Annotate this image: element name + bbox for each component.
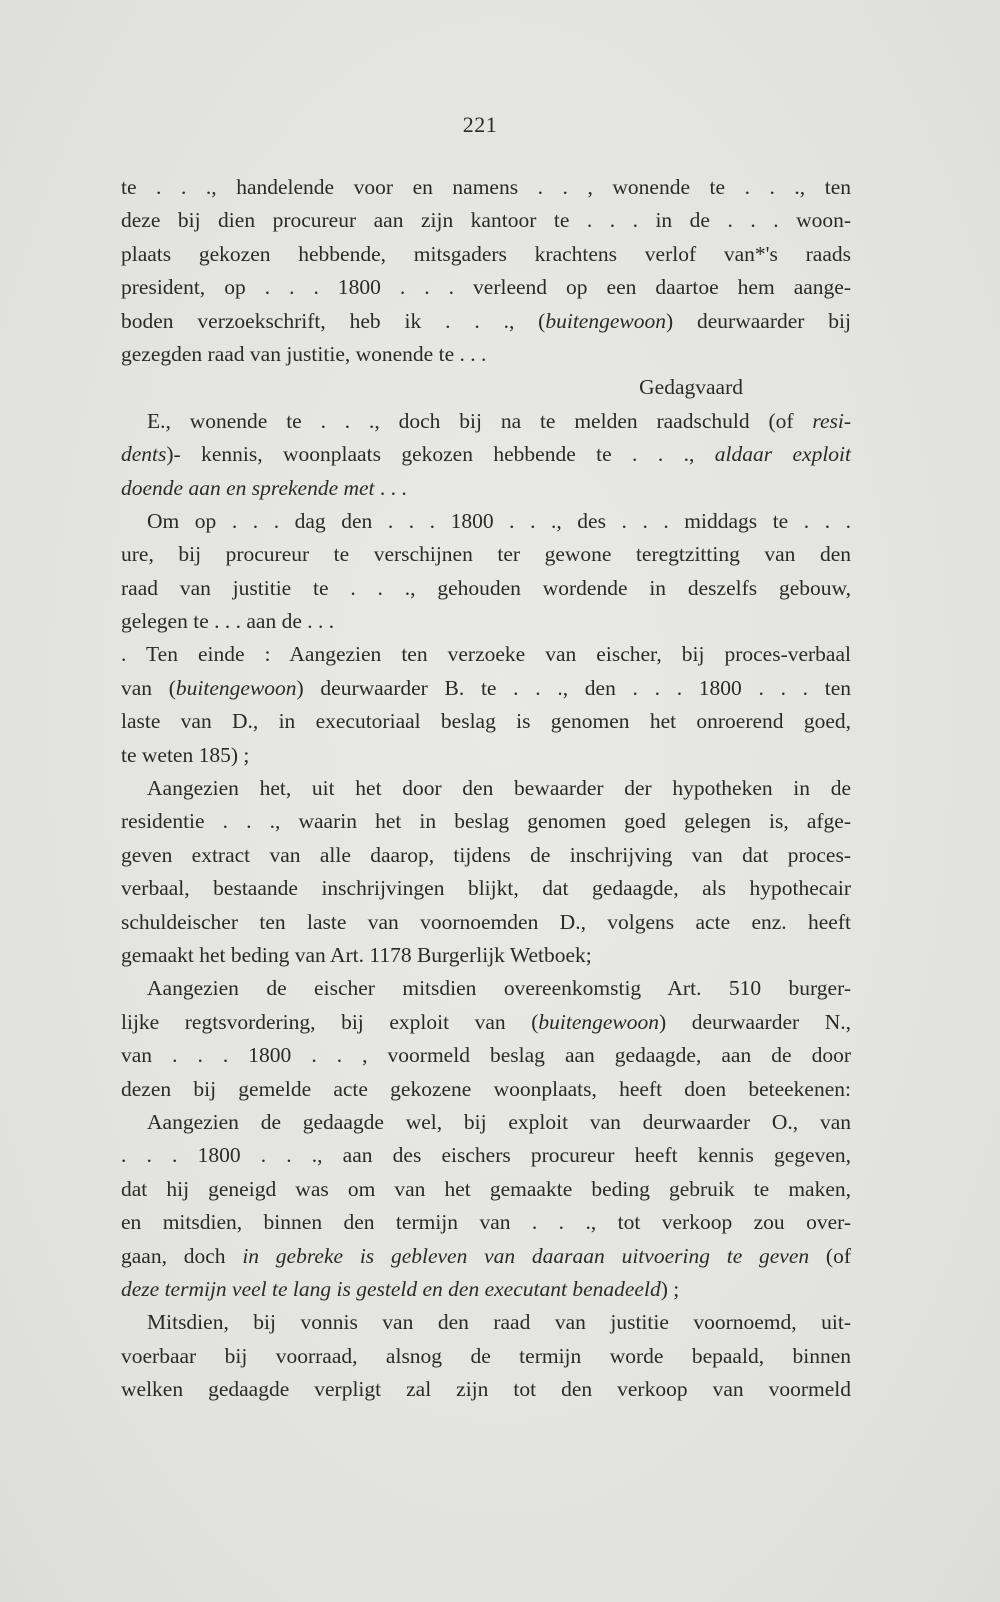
text-line: . Ten einde : Aangezien ten verzoeke van eischer, bij proces-verbaal [121,642,851,667]
italic-run: doende aan en sprekende met [121,475,375,500]
text-line: dat hij geneigd was om van het gemaakte beding gebruik te maken, [121,1176,851,1201]
text-line [121,672,851,705]
text-line [121,438,851,471]
text-run: gaan, doch [121,1243,243,1268]
text-line: te weten 185) ; [121,742,250,767]
text-line: deze bij dien procureur aan zijn kantoor te . . . in de . . . woon- [121,208,851,233]
page-number: 221 [462,112,498,137]
italic-run: buitengewoon [545,308,666,333]
text-line [121,405,851,438]
text-run: (of [809,1243,852,1268]
text-line: te . . ., handelende voor en namens . . , wonende te . . ., ten [121,175,851,199]
text-line: gelegen te . . . aan de . . . [121,609,335,634]
text-line: verbaal, bestaande inschrijvingen blijkt, dat gedaagde, als hypothecair [121,876,851,901]
text-line: gemaakt het beding van Art. 1178 Burgerlijk Wetboek; [121,942,592,967]
text-line: welken gedaagde verpligt zal zijn tot den verkoop van voormeld [121,1377,851,1402]
italic-run: resi- [812,408,851,433]
text-run: van ( [121,675,176,700]
text-line: van . . . 1800 . . , voormeld beslag aan gedaagde, aan de door [121,1043,851,1068]
text-run: E., wonende te . . ., doch bij na te melden raadschuld (of [147,408,813,433]
text-line: Mitsdien, bij vonnis van den raad van justitie voornoemd, uit- [147,1310,851,1335]
text-line [121,1240,851,1273]
text-line: schuldeischer ten laste van voornoemden D., volgens acte enz. heeft [121,909,851,934]
body-text [121,171,851,1406]
text-line: residentie . . ., waarin het in beslag genomen goed gelegen is, afge- [121,809,851,834]
text-line: ure, bij procureur te verschijnen ter gewone teregtzitting van den [121,542,851,567]
italic-run: buitengewoon [175,675,297,700]
text-line: laste van D., in executoriaal beslag is genomen het onroerend goed, [121,709,851,734]
text-run: . . . [374,475,407,500]
text-run: boden verzoekschrift, heb ik . . ., ( [121,308,546,333]
text-line: en mitsdien, binnen den termijn van . . ., tot verkoop zou over- [121,1210,851,1235]
text-line: president, op . . . 1800 . . . verleend op een daartoe hem aange- [121,275,851,300]
text-line: Om op . . . dag den . . . 1800 . . ., des . . . middags te . . . [147,508,851,533]
italic-run: deze termijn veel te lang is gesteld en den executant benadeeld [121,1276,661,1301]
italic-run: dents [121,442,167,467]
text-line [121,1273,851,1306]
text-line: Aangezien de eischer mitsdien overeenkomstig Art. 510 burger- [147,976,851,1001]
text-line: plaats gekozen hebbende, mitsgaders krachtens verlof van*'s raads [121,241,851,266]
text-line: geven extract van alle daarop, tijdens de inschrijving van dat proces- [121,842,851,867]
italic-run: in gebreke is gebleven van daaraan uitvoering te geven [242,1243,810,1268]
text-line [121,1006,851,1039]
text-line: Aangezien de gedaagde wel, bij exploit van deurwaarder O., van [147,1109,851,1134]
text-line: raad van justitie te . . ., gehouden wordende in deszelfs gebouw, [121,575,851,600]
text-line: dezen bij gemelde acte gekozene woonplaats, heeft doen beteekenen: [121,1076,851,1101]
text-run: ) deurwaarder bij [665,308,851,333]
text-run: ) deurwaarder N., [659,1009,851,1034]
text-run: ) ; [660,1276,680,1301]
text-line: gezegden raad van justitie, wonende te . . . [121,341,487,366]
text-run: lijke regtsvordering, bij exploit van ( [121,1009,539,1034]
italic-run: aldaar exploit [714,442,851,467]
text-run: )- kennis, woonplaats gekozen hebbende te . . ., [166,442,715,467]
italic-run: buitengewoon [538,1009,660,1034]
text-line: . . . 1800 . . ., aan des eischers procureur heeft kennis gegeven, [121,1143,851,1168]
text-line: Aangezien het, uit het door den bewaarder der hypotheken in de [147,776,851,801]
text-line: voerbaar bij voorraad, alsnog de termijn worde bepaald, binnen [121,1343,851,1368]
text-run: ) deurwaarder B. te . . ., den . . . 1800 . . . ten [296,675,851,700]
text-line [121,472,851,505]
heading-gedagvaard: Gedagvaard [639,375,743,400]
text-line [121,305,851,338]
